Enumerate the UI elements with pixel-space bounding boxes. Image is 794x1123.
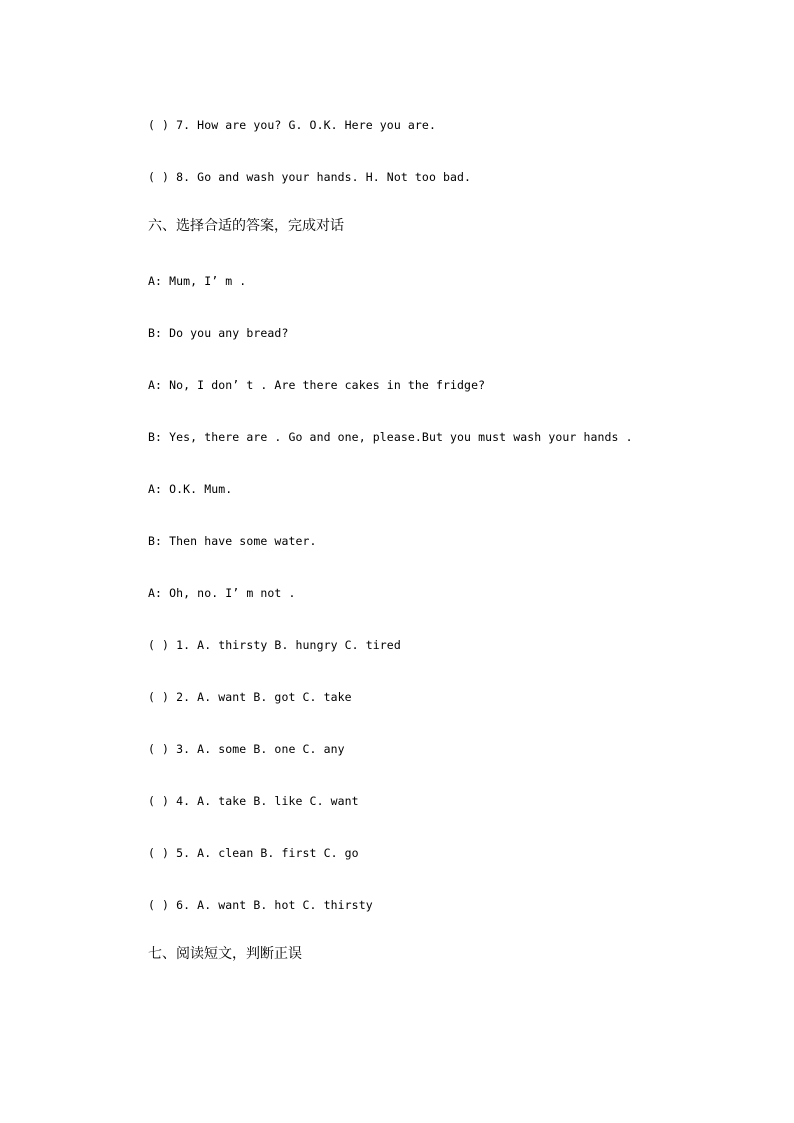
choice-item-6: ( ) 6. A. want B. hot C. thirsty — [148, 898, 373, 912]
choice-item-4: ( ) 4. A. take B. like C. want — [148, 794, 359, 808]
match-item-7: ( ) 7. How are you? G. O.K. Here you are. — [148, 118, 436, 132]
choice-item-1: ( ) 1. A. thirsty B. hungry C. tired — [148, 638, 401, 652]
choice-item-2: ( ) 2. A. want B. got C. take — [148, 690, 352, 704]
dialogue-line-1: A: Mum, I’ m . — [148, 274, 247, 288]
dialogue-line-7: A: Oh, no. I’ m not . — [148, 586, 296, 600]
section-7-heading: 七、阅读短文，判断正误 — [148, 946, 302, 962]
section-6-heading: 六、选择合适的答案，完成对话 — [148, 218, 344, 234]
dialogue-line-4: B: Yes, there are . Go and one, please.But you must wash your hands . — [148, 430, 633, 444]
dialogue-line-2: B: Do you any bread? — [148, 326, 289, 340]
choice-item-3: ( ) 3. A. some B. one C. any — [148, 742, 345, 756]
dialogue-line-6: B: Then have some water. — [148, 534, 317, 548]
dialogue-line-3: A: No, I don’ t . Are there cakes in the fridge? — [148, 378, 486, 392]
match-item-8: ( ) 8. Go and wash your hands. H. Not too bad. — [148, 170, 472, 184]
choice-item-5: ( ) 5. A. clean B. first C. go — [148, 846, 359, 860]
dialogue-line-5: A: O.K. Mum. — [148, 482, 233, 496]
